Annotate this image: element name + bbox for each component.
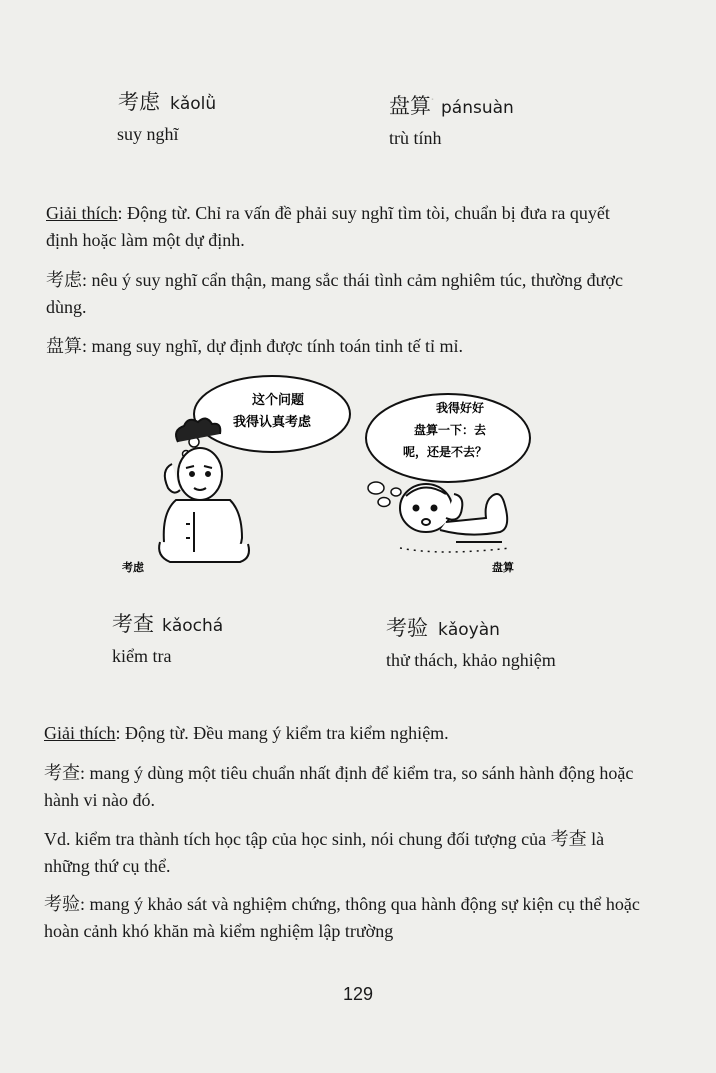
definition-paragraph [44, 891, 644, 945]
term-kaolu [118, 86, 216, 116]
cartoon-illustration [100, 372, 540, 587]
bubble-right-line: 呢，还是不去？ [402, 445, 488, 459]
term-pinyin: pánsuàn [441, 98, 514, 118]
explanation-text: : Động từ. Đều mang ý kiểm tra kiểm nghiệm. [115, 723, 449, 743]
term-pinyin: kǎolǜ [170, 94, 217, 114]
definition-hanzi: 考验 [44, 894, 80, 915]
bubble-dot [391, 488, 401, 496]
explanation-label: Giải thích [44, 723, 116, 743]
explanation-label: Giải thích [46, 203, 118, 223]
caption-right: 盘算 [492, 561, 514, 574]
lying-boy-figure [400, 484, 507, 542]
definition-text: : mang ý dùng một tiêu chuẩn nhất định để kiểm tra, so sánh hành động hoặc hành vi nào đó. [44, 763, 634, 810]
example-paragraph [44, 826, 644, 880]
definition-paragraph [44, 760, 644, 814]
caption-left: 考虑 [122, 561, 144, 574]
definition-hanzi: 考查 [44, 763, 80, 784]
term-kaocha [112, 608, 223, 638]
term-meaning: suy nghĩ [117, 124, 179, 144]
explanation-text: : Động từ. Chỉ ra vấn đề phải suy nghĩ tìm tòi, chuẩn bị đưa ra quyết định hoặc làm một dự định. [46, 203, 610, 250]
explanation-paragraph [46, 200, 646, 254]
bubble-left-line: 这个问题 [251, 393, 305, 408]
definition-paragraph [46, 333, 646, 360]
term-hanzi: 盘算 [389, 94, 431, 118]
term-meaning: thử thách, khảo nghiệm [386, 650, 556, 670]
definition-hanzi: 盘算 [46, 336, 82, 357]
bubble-dot [378, 498, 390, 507]
term-hanzi: 考虑 [118, 90, 160, 114]
term-pinyin: kǎoyàn [438, 620, 500, 640]
term-hanzi: 考验 [386, 616, 428, 640]
bubble-right-line: 我得好好 [435, 401, 485, 415]
definition-hanzi: 考虑 [46, 270, 82, 291]
term-pansuan [389, 90, 514, 120]
bubble-right-line: 盘算一下：去 [413, 423, 487, 437]
definition-text: : mang suy nghĩ, dự định được tính toán tinh tế tỉ mỉ. [82, 336, 464, 356]
explanation-paragraph [44, 720, 644, 747]
definition-paragraph [46, 267, 646, 321]
definition-text: : nêu ý suy nghĩ cẩn thận, mang sắc thái tình cảm nghiêm túc, thường được dùng. [46, 270, 623, 317]
definition-text: : mang ý khảo sát và nghiệm chứng, thông qua hành động sự kiện cụ thể hoặc hoàn cảnh khó khăn mà kiểm nghiệm lập trường [44, 894, 640, 941]
term-meaning: kiểm tra [112, 646, 172, 666]
bubble-left-line: 我得认真考虑 [232, 415, 312, 430]
term-hanzi: 考查 [112, 612, 154, 636]
page-number: 129 [342, 984, 374, 1004]
bleed-through-text: · [430, 90, 435, 107]
example-suffix: là những thứ cụ thể. [44, 829, 605, 876]
term-meaning: trù tính [389, 128, 442, 148]
ground-line [400, 548, 510, 552]
term-pinyin: kǎochá [162, 616, 224, 636]
bubble-dot [368, 482, 384, 494]
term-kaoyan [386, 612, 500, 642]
thought-bubble-left [194, 376, 350, 452]
example-hanzi: 考查 [550, 829, 587, 850]
example-prefix: Vd. kiểm tra thành tích học tập của học sinh, nói chung đối tượng của [44, 829, 551, 849]
